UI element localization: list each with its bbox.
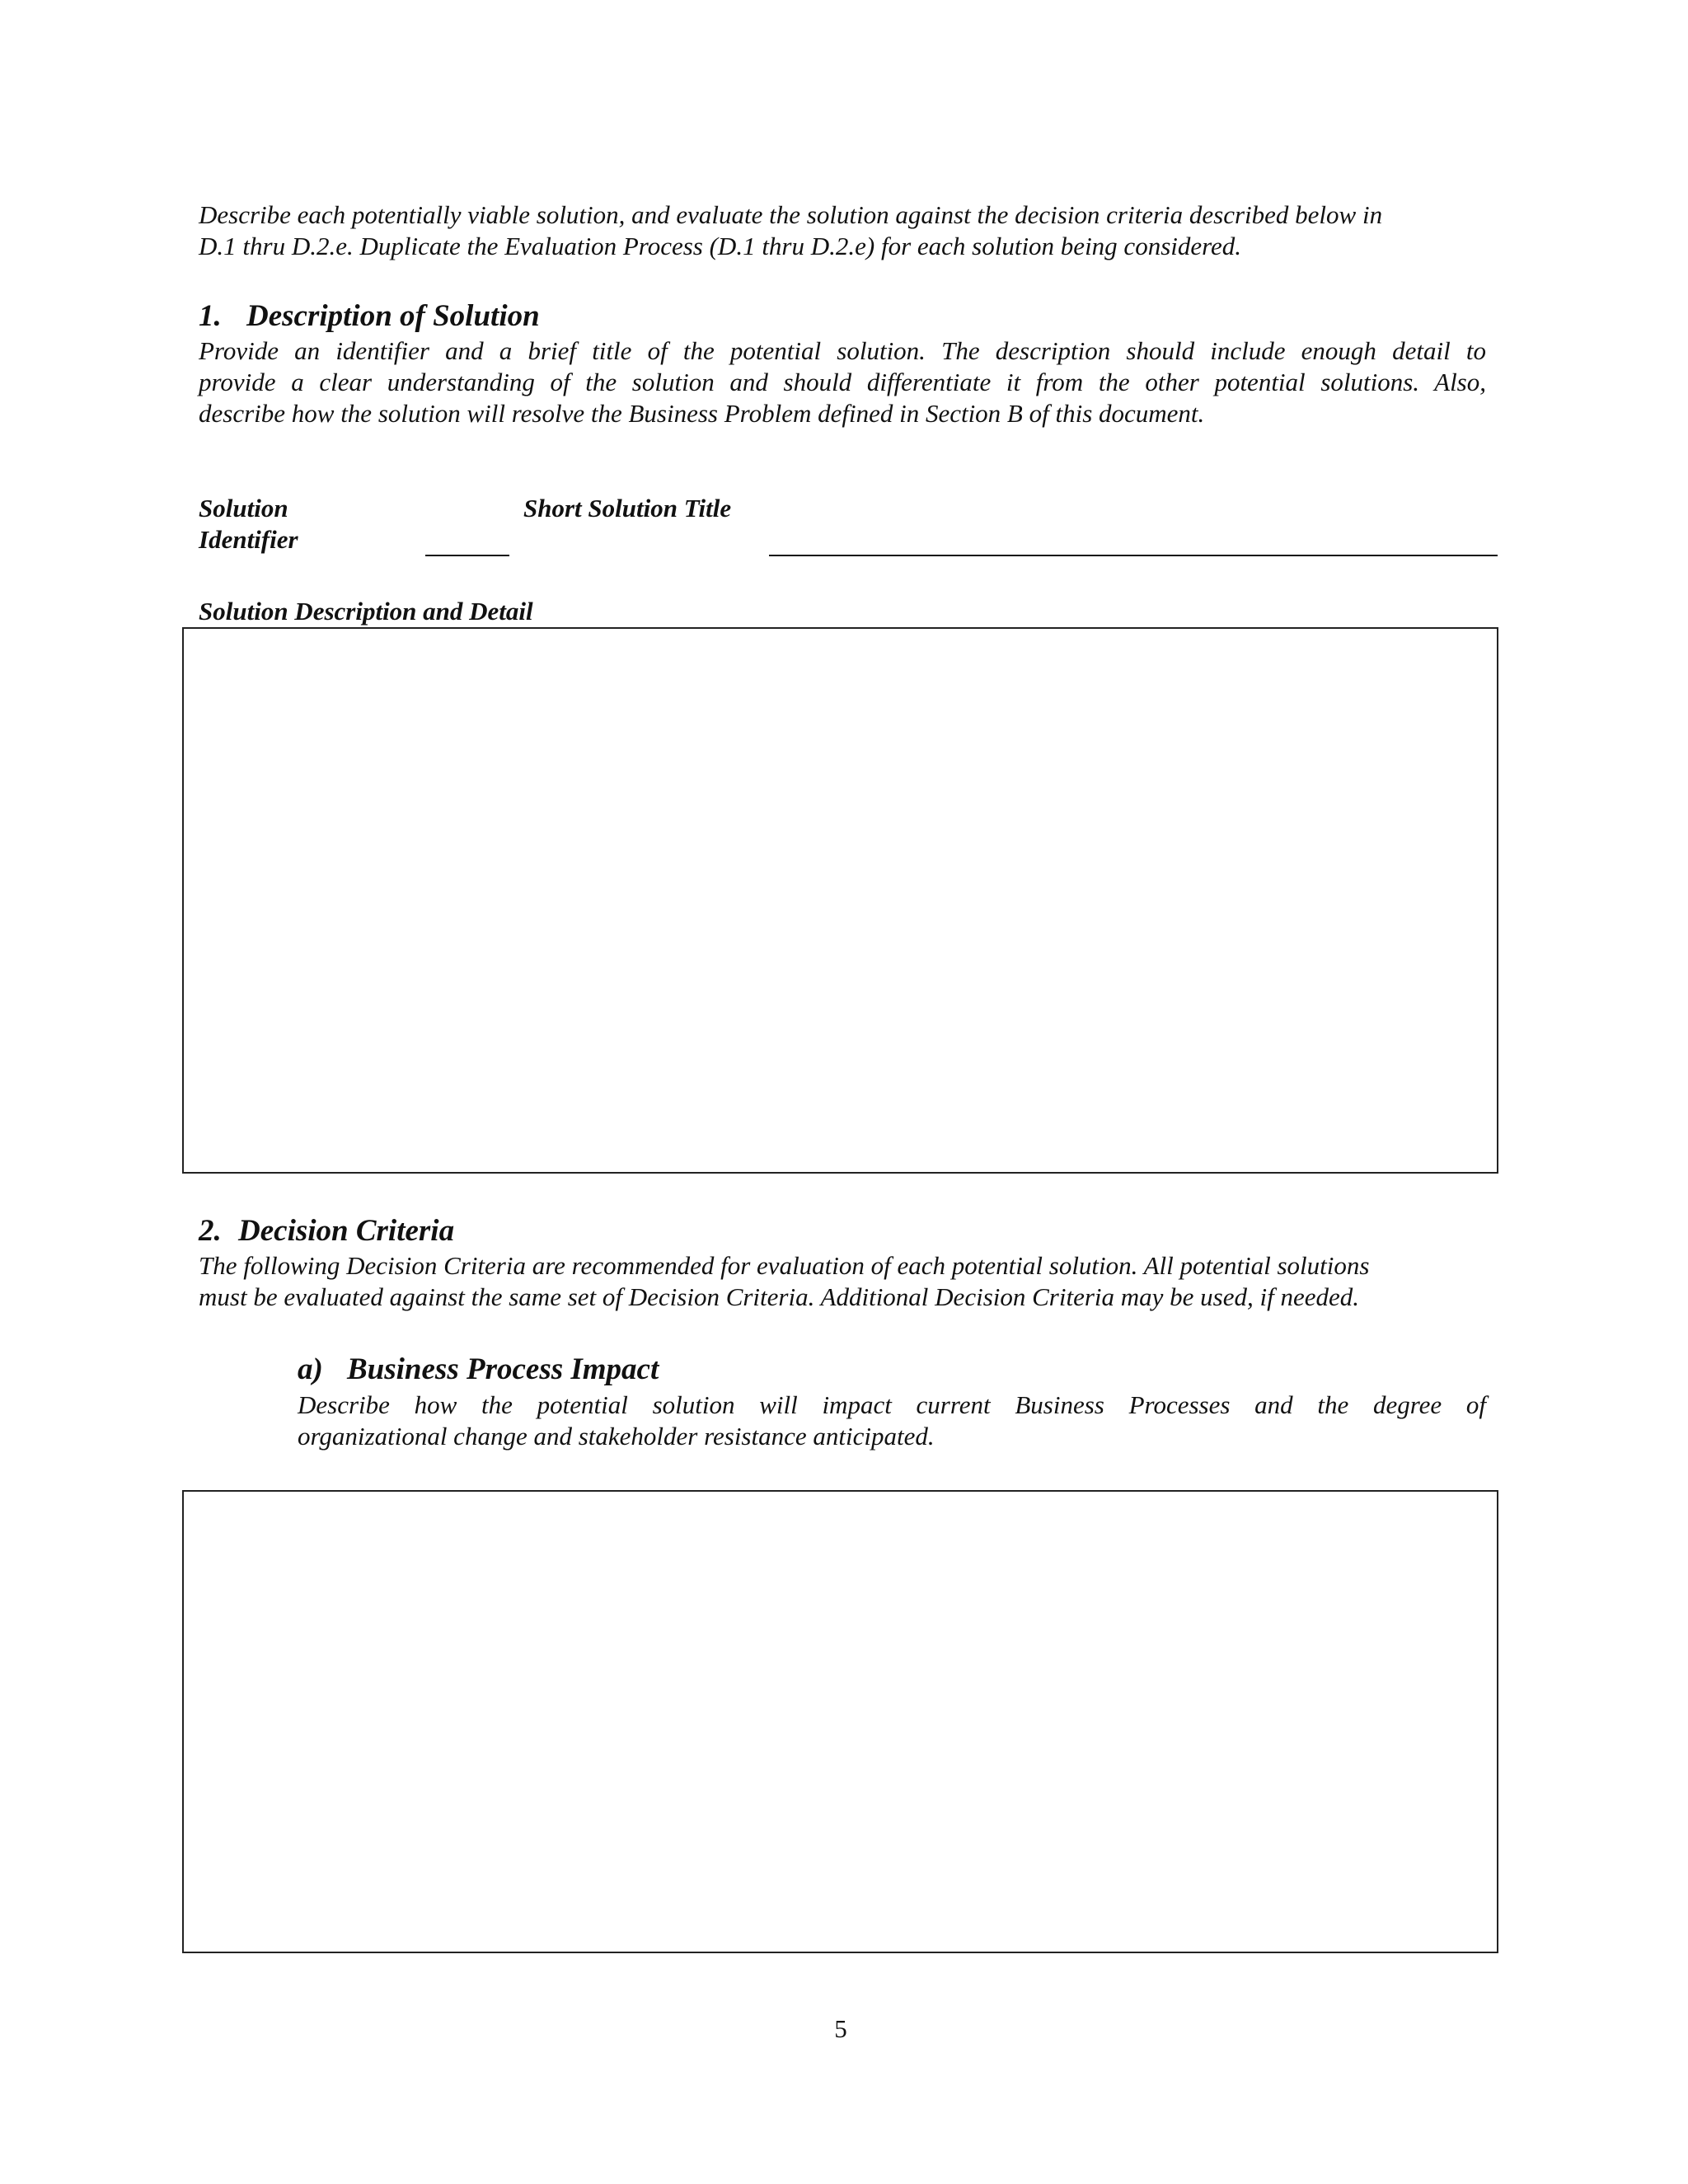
- subsection-a-line-1: Describe how the potential solution will impact current Business Processes and the degree of: [298, 1390, 1486, 1419]
- solution-identifier-label-1: Solution: [199, 494, 288, 523]
- section-1-heading: [199, 298, 540, 335]
- solution-identifier-label-2: Identifier: [199, 525, 298, 554]
- section-2-heading: [199, 1213, 454, 1249]
- solution-description-box[interactable]: [182, 627, 1498, 1174]
- section-2-line-2: must be evaluated against the same set of Decision Criteria. Additional Decision Criteria may be used, if needed.: [199, 1282, 1360, 1311]
- section-1-line-3: describe how the solution will resolve the Business Problem defined in Section B of this document.: [199, 399, 1205, 428]
- section-1-title: Description of Solution: [246, 299, 540, 333]
- page-number: 5: [834, 2014, 847, 2043]
- subsection-a-marker: a): [298, 1352, 323, 1386]
- section-1-line-2: provide a clear understanding of the solution and should differentiate it from the other potential solutions. Also,: [199, 368, 1486, 396]
- business-process-impact-box[interactable]: [182, 1490, 1498, 1953]
- section-2-line-1: The following Decision Criteria are recommended for evaluation of each potential solution. All potential solutions: [199, 1251, 1370, 1280]
- solution-description-label: Solution Description and Detail: [199, 597, 533, 626]
- intro-line-1: Describe each potentially viable solution, and evaluate the solution against the decision criteria described below in: [199, 200, 1383, 229]
- section-1-line-1: Provide an identifier and a brief title of the potential solution. The description should include enough detail to: [199, 336, 1486, 365]
- solution-identifier-field[interactable]: [425, 555, 509, 556]
- section-1-number: 1.: [199, 299, 222, 333]
- short-solution-title-label: Short Solution Title: [523, 494, 732, 523]
- subsection-a-title: Business Process Impact: [347, 1352, 659, 1386]
- section-2-number: 2.: [199, 1214, 222, 1248]
- subsection-a-line-2: organizational change and stakeholder resistance anticipated.: [298, 1422, 935, 1451]
- section-2-title: Decision Criteria: [238, 1214, 455, 1248]
- short-solution-title-field[interactable]: [769, 555, 1498, 556]
- intro-line-2: D.1 thru D.2.e. Duplicate the Evaluation Process (D.1 thru D.2.e) for each solution being considered.: [199, 232, 1242, 260]
- subsection-a-heading: [298, 1352, 659, 1388]
